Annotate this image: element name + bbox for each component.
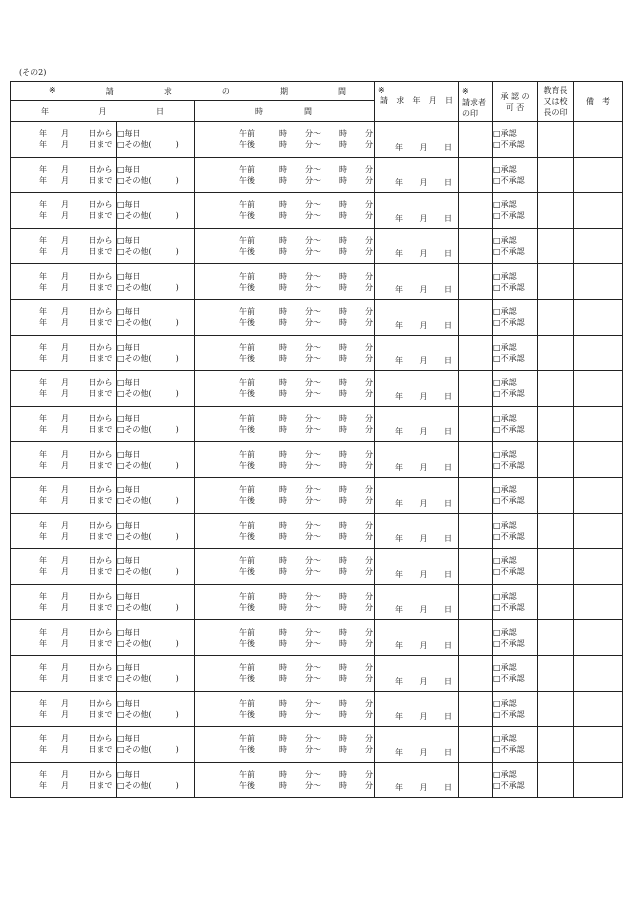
daily-checkbox[interactable]: □毎日	[117, 164, 141, 174]
principal-stamp-cell[interactable]	[538, 193, 574, 229]
frequency-cell	[117, 477, 195, 513]
time-range-cell[interactable]: 午前 時 分〜 時 分 午後 時 分〜 時 分	[195, 442, 375, 478]
request-date-cell[interactable]: 年 月 日	[375, 406, 459, 442]
request-row	[11, 655, 623, 691]
approve-checkbox[interactable]: □承認	[493, 627, 517, 637]
requester-stamp-cell[interactable]	[459, 727, 493, 763]
approve-checkbox[interactable]: □承認	[493, 556, 517, 566]
daily-checkbox[interactable]: □毎日	[117, 520, 141, 530]
remarks-cell[interactable]	[574, 762, 623, 798]
remarks-cell[interactable]	[574, 335, 623, 371]
principal-stamp-cell[interactable]	[538, 691, 574, 727]
reject-checkbox[interactable]: □不承認	[493, 389, 525, 399]
remarks-cell[interactable]	[574, 406, 623, 442]
approve-checkbox[interactable]: □承認	[493, 164, 517, 174]
other-checkbox[interactable]: □その他( )	[117, 353, 179, 363]
time-range-cell[interactable]: 午前 時 分〜 時 分 午後 時 分〜 時 分	[195, 762, 375, 798]
approval-cell	[493, 584, 538, 620]
frequency-cell	[117, 228, 195, 264]
reject-checkbox[interactable]: □不承認	[493, 709, 525, 719]
frequency-cell	[117, 193, 195, 229]
approval-cell	[493, 549, 538, 585]
time-range-cell[interactable]: 午前 時 分〜 時 分 午後 時 分〜 時 分	[195, 655, 375, 691]
approve-checkbox[interactable]: □承認	[493, 449, 517, 459]
request-date-header: ※ 請 求 年 月 日	[375, 82, 459, 122]
request-row	[11, 727, 623, 763]
date-range-cell[interactable]: 年 月 日から 年 月 日まで	[11, 406, 117, 442]
time-range-cell[interactable]: 午前 時 分〜 時 分 午後 時 分〜 時 分	[195, 477, 375, 513]
requester-stamp-cell[interactable]	[459, 371, 493, 407]
reject-checkbox[interactable]: □不承認	[493, 211, 525, 221]
approval-cell	[493, 442, 538, 478]
request-row	[11, 157, 623, 193]
time-range-cell[interactable]: 午前 時 分〜 時 分 午後 時 分〜 時 分	[195, 727, 375, 763]
reject-checkbox[interactable]: □不承認	[493, 567, 525, 577]
time-range-cell[interactable]: 午前 時 分〜 時 分 午後 時 分〜 時 分	[195, 264, 375, 300]
request-date-cell[interactable]: 年 月 日	[375, 157, 459, 193]
approval-cell	[493, 655, 538, 691]
remarks-cell[interactable]	[574, 620, 623, 656]
approval-cell	[493, 122, 538, 158]
time-range-cell[interactable]: 午前 時 分〜 時 分 午後 時 分〜 時 分	[195, 122, 375, 158]
frequency-cell	[117, 122, 195, 158]
approve-checkbox[interactable]: □承認	[493, 663, 517, 673]
remarks-cell[interactable]	[574, 477, 623, 513]
reject-checkbox[interactable]: □不承認	[493, 674, 525, 684]
principal-stamp-cell[interactable]	[538, 477, 574, 513]
requester-stamp-header: ※ 請求者 の印	[459, 82, 493, 122]
frequency-cell	[117, 620, 195, 656]
principal-stamp-cell[interactable]	[538, 513, 574, 549]
other-checkbox[interactable]: □その他( )	[117, 282, 179, 292]
reject-checkbox[interactable]: □不承認	[493, 318, 525, 328]
reject-checkbox[interactable]: □不承認	[493, 460, 525, 470]
daily-checkbox[interactable]: □毎日	[117, 663, 141, 673]
principal-stamp-cell[interactable]	[538, 157, 574, 193]
approval-cell	[493, 513, 538, 549]
request-date-cell[interactable]: 年 月 日	[375, 477, 459, 513]
reject-checkbox[interactable]: □不承認	[493, 496, 525, 506]
request-date-cell[interactable]: 年 月 日	[375, 513, 459, 549]
remarks-cell[interactable]	[574, 655, 623, 691]
remarks-header: 備 考	[574, 82, 623, 122]
time-range-cell[interactable]: 午前 時 分〜 時 分 午後 時 分〜 時 分	[195, 157, 375, 193]
approval-cell	[493, 727, 538, 763]
remarks-cell[interactable]	[574, 549, 623, 585]
other-checkbox[interactable]: □その他( )	[117, 211, 179, 221]
approve-checkbox[interactable]: □承認	[493, 485, 517, 495]
time-range-cell[interactable]: 午前 時 分〜 時 分 午後 時 分〜 時 分	[195, 228, 375, 264]
requester-stamp-cell[interactable]	[459, 406, 493, 442]
page-label: (その2)	[19, 68, 47, 77]
approve-checkbox[interactable]: □承認	[493, 592, 517, 602]
request-date-cell[interactable]: 年 月 日	[375, 371, 459, 407]
daily-checkbox[interactable]: □毎日	[117, 129, 141, 139]
time-column-header: 時 間	[195, 101, 375, 122]
date-column-header: 年 月 日	[11, 101, 195, 122]
reject-checkbox[interactable]: □不承認	[493, 638, 525, 648]
date-range-cell[interactable]: 年 月 日から 年 月 日まで	[11, 477, 117, 513]
approval-cell	[493, 371, 538, 407]
principal-stamp-cell[interactable]	[538, 264, 574, 300]
daily-checkbox[interactable]: □毎日	[117, 236, 141, 246]
request-row	[11, 406, 623, 442]
remarks-cell[interactable]	[574, 513, 623, 549]
frequency-cell	[117, 442, 195, 478]
requester-stamp-cell[interactable]	[459, 549, 493, 585]
approve-checkbox[interactable]: □承認	[493, 520, 517, 530]
other-checkbox[interactable]: □その他( )	[117, 140, 179, 150]
frequency-cell	[117, 264, 195, 300]
principal-stamp-cell[interactable]	[538, 762, 574, 798]
reject-checkbox[interactable]: □不承認	[493, 247, 525, 257]
principal-stamp-cell[interactable]	[538, 406, 574, 442]
remarks-cell[interactable]	[574, 371, 623, 407]
date-range-cell[interactable]: 年 月 日から 年 月 日まで	[11, 727, 117, 763]
time-range-cell[interactable]: 午前 時 分〜 時 分 午後 時 分〜 時 分	[195, 549, 375, 585]
frequency-cell	[117, 727, 195, 763]
date-range-cell[interactable]: 年 月 日から 年 月 日まで	[11, 299, 117, 335]
request-date-cell[interactable]: 年 月 日	[375, 691, 459, 727]
request-row	[11, 549, 623, 585]
time-range-cell[interactable]: 午前 時 分〜 時 分 午後 時 分〜 時 分	[195, 406, 375, 442]
other-checkbox[interactable]: □その他( )	[117, 389, 179, 399]
principal-stamp-cell[interactable]	[538, 299, 574, 335]
requester-stamp-cell[interactable]	[459, 442, 493, 478]
remarks-cell[interactable]	[574, 691, 623, 727]
approval-cell	[493, 335, 538, 371]
reject-checkbox[interactable]: □不承認	[493, 282, 525, 292]
requester-stamp-cell[interactable]	[459, 157, 493, 193]
request-date-cell[interactable]: 年 月 日	[375, 620, 459, 656]
other-checkbox[interactable]: □その他( )	[117, 638, 179, 648]
approval-cell	[493, 620, 538, 656]
approval-cell	[493, 193, 538, 229]
frequency-cell	[117, 335, 195, 371]
other-checkbox[interactable]: □その他( )	[117, 780, 179, 790]
requester-stamp-cell[interactable]	[459, 264, 493, 300]
requester-stamp-cell[interactable]	[459, 762, 493, 798]
approval-cell	[493, 477, 538, 513]
daily-checkbox[interactable]: □毎日	[117, 378, 141, 388]
request-date-cell[interactable]: 年 月 日	[375, 122, 459, 158]
requester-stamp-cell[interactable]	[459, 691, 493, 727]
daily-checkbox[interactable]: □毎日	[117, 556, 141, 566]
daily-checkbox[interactable]: □毎日	[117, 627, 141, 637]
request-date-cell[interactable]: 年 月 日	[375, 549, 459, 585]
daily-checkbox[interactable]: □毎日	[117, 307, 141, 317]
daily-checkbox[interactable]: □毎日	[117, 769, 141, 779]
request-row	[11, 691, 623, 727]
reject-checkbox[interactable]: □不承認	[493, 425, 525, 435]
remarks-cell[interactable]	[574, 228, 623, 264]
request-date-cell[interactable]: 年 月 日	[375, 264, 459, 300]
other-checkbox[interactable]: □その他( )	[117, 745, 179, 755]
approval-cell	[493, 762, 538, 798]
time-range-cell[interactable]: 午前 時 分〜 時 分 午後 時 分〜 時 分	[195, 620, 375, 656]
requester-stamp-cell[interactable]	[459, 513, 493, 549]
request-date-cell[interactable]: 年 月 日	[375, 727, 459, 763]
other-checkbox[interactable]: □その他( )	[117, 247, 179, 257]
reject-checkbox[interactable]: □不承認	[493, 780, 525, 790]
requester-stamp-cell[interactable]	[459, 335, 493, 371]
other-checkbox[interactable]: □その他( )	[117, 709, 179, 719]
frequency-cell	[117, 371, 195, 407]
request-date-cell[interactable]: 年 月 日	[375, 335, 459, 371]
date-range-cell[interactable]: 年 月 日から 年 月 日まで	[11, 442, 117, 478]
request-form-table	[10, 81, 623, 798]
other-checkbox[interactable]: □その他( )	[117, 425, 179, 435]
remarks-cell[interactable]	[574, 299, 623, 335]
reject-checkbox[interactable]: □不承認	[493, 531, 525, 541]
requester-stamp-cell[interactable]	[459, 228, 493, 264]
requester-stamp-cell[interactable]	[459, 477, 493, 513]
frequency-cell	[117, 691, 195, 727]
frequency-cell	[117, 762, 195, 798]
time-range-cell[interactable]: 午前 時 分〜 時 分 午後 時 分〜 時 分	[195, 193, 375, 229]
request-row	[11, 264, 623, 300]
requester-stamp-cell[interactable]	[459, 122, 493, 158]
time-range-cell[interactable]: 午前 時 分〜 時 分 午後 時 分〜 時 分	[195, 584, 375, 620]
principal-stamp-cell[interactable]	[538, 727, 574, 763]
other-checkbox[interactable]: □その他( )	[117, 531, 179, 541]
requester-stamp-cell[interactable]	[459, 655, 493, 691]
request-date-cell[interactable]: 年 月 日	[375, 584, 459, 620]
approval-cell	[493, 157, 538, 193]
date-range-cell[interactable]: 年 月 日から 年 月 日まで	[11, 655, 117, 691]
remarks-cell[interactable]	[574, 122, 623, 158]
other-checkbox[interactable]: □その他( )	[117, 175, 179, 185]
approval-cell	[493, 264, 538, 300]
other-checkbox[interactable]: □その他( )	[117, 567, 179, 577]
principal-stamp-cell[interactable]	[538, 335, 574, 371]
reject-checkbox[interactable]: □不承認	[493, 140, 525, 150]
principal-stamp-header: 教育長 又は校 長の印	[538, 82, 574, 122]
request-period-header: ※ 請 求 の 期 間	[11, 82, 375, 101]
remarks-cell[interactable]	[574, 727, 623, 763]
header-mark: ※	[49, 85, 56, 95]
request-row	[11, 620, 623, 656]
approve-checkbox[interactable]: □承認	[493, 698, 517, 708]
approve-checkbox[interactable]: □承認	[493, 129, 517, 139]
approve-checkbox[interactable]: □承認	[493, 200, 517, 210]
principal-stamp-cell[interactable]	[538, 655, 574, 691]
other-checkbox[interactable]: □その他( )	[117, 603, 179, 613]
request-row	[11, 584, 623, 620]
reject-checkbox[interactable]: □不承認	[493, 745, 525, 755]
approve-checkbox[interactable]: □承認	[493, 342, 517, 352]
remarks-cell[interactable]	[574, 157, 623, 193]
approval-cell	[493, 406, 538, 442]
request-date-cell[interactable]: 年 月 日	[375, 655, 459, 691]
date-range-cell[interactable]: 年 月 日から 年 月 日まで	[11, 122, 117, 158]
reject-checkbox[interactable]: □不承認	[493, 603, 525, 613]
daily-checkbox[interactable]: □毎日	[117, 485, 141, 495]
request-date-cell[interactable]: 年 月 日	[375, 762, 459, 798]
date-range-cell[interactable]: 年 月 日から 年 月 日まで	[11, 549, 117, 585]
daily-checkbox[interactable]: □毎日	[117, 200, 141, 210]
requester-stamp-cell[interactable]	[459, 620, 493, 656]
principal-stamp-cell[interactable]	[538, 442, 574, 478]
date-range-cell[interactable]: 年 月 日から 年 月 日まで	[11, 335, 117, 371]
date-range-cell[interactable]: 年 月 日から 年 月 日まで	[11, 513, 117, 549]
daily-checkbox[interactable]: □毎日	[117, 698, 141, 708]
request-rows	[11, 122, 623, 798]
request-row	[11, 193, 623, 229]
other-checkbox[interactable]: □その他( )	[117, 496, 179, 506]
request-row	[11, 513, 623, 549]
frequency-cell	[117, 584, 195, 620]
request-date-cell[interactable]: 年 月 日	[375, 193, 459, 229]
daily-checkbox[interactable]: □毎日	[117, 342, 141, 352]
request-row	[11, 228, 623, 264]
daily-checkbox[interactable]: □毎日	[117, 271, 141, 281]
date-range-cell[interactable]: 年 月 日から 年 月 日まで	[11, 691, 117, 727]
reject-checkbox[interactable]: □不承認	[493, 353, 525, 363]
daily-checkbox[interactable]: □毎日	[117, 414, 141, 424]
request-date-cell[interactable]: 年 月 日	[375, 299, 459, 335]
request-row	[11, 335, 623, 371]
approve-checkbox[interactable]: □承認	[493, 414, 517, 424]
date-range-cell[interactable]: 年 月 日から 年 月 日まで	[11, 584, 117, 620]
approve-checkbox[interactable]: □承認	[493, 236, 517, 246]
request-row	[11, 762, 623, 798]
frequency-cell	[117, 299, 195, 335]
approval-cell	[493, 228, 538, 264]
reject-checkbox[interactable]: □不承認	[493, 175, 525, 185]
frequency-cell	[117, 513, 195, 549]
request-date-cell[interactable]: 年 月 日	[375, 228, 459, 264]
date-range-cell[interactable]: 年 月 日から 年 月 日まで	[11, 762, 117, 798]
other-checkbox[interactable]: □その他( )	[117, 318, 179, 328]
request-row	[11, 477, 623, 513]
approval-cell	[493, 299, 538, 335]
date-range-cell[interactable]: 年 月 日から 年 月 日まで	[11, 228, 117, 264]
request-date-cell[interactable]: 年 月 日	[375, 442, 459, 478]
approval-cell	[493, 691, 538, 727]
frequency-cell	[117, 406, 195, 442]
principal-stamp-cell[interactable]	[538, 584, 574, 620]
requester-stamp-cell[interactable]	[459, 584, 493, 620]
requester-stamp-cell[interactable]	[459, 193, 493, 229]
approve-checkbox[interactable]: □承認	[493, 734, 517, 744]
remarks-cell[interactable]	[574, 264, 623, 300]
request-row	[11, 371, 623, 407]
approve-checkbox[interactable]: □承認	[493, 307, 517, 317]
daily-checkbox[interactable]: □毎日	[117, 592, 141, 602]
date-range-cell[interactable]: 年 月 日から 年 月 日まで	[11, 157, 117, 193]
request-row	[11, 122, 623, 158]
remarks-cell[interactable]	[574, 584, 623, 620]
daily-checkbox[interactable]: □毎日	[117, 734, 141, 744]
principal-stamp-cell[interactable]	[538, 122, 574, 158]
approve-checkbox[interactable]: □承認	[493, 769, 517, 779]
remarks-cell[interactable]	[574, 193, 623, 229]
other-checkbox[interactable]: □その他( )	[117, 460, 179, 470]
time-range-cell[interactable]: 午前 時 分〜 時 分 午後 時 分〜 時 分	[195, 513, 375, 549]
date-range-cell[interactable]: 年 月 日から 年 月 日まで	[11, 264, 117, 300]
request-row	[11, 442, 623, 478]
date-range-cell[interactable]: 年 月 日から 年 月 日まで	[11, 620, 117, 656]
principal-stamp-cell[interactable]	[538, 371, 574, 407]
other-checkbox[interactable]: □その他( )	[117, 674, 179, 684]
requester-stamp-cell[interactable]	[459, 299, 493, 335]
approval-header: 承 認 の 可 否	[493, 82, 538, 122]
principal-stamp-cell[interactable]	[538, 620, 574, 656]
frequency-cell	[117, 157, 195, 193]
principal-stamp-cell[interactable]	[538, 228, 574, 264]
time-range-cell[interactable]: 午前 時 分〜 時 分 午後 時 分〜 時 分	[195, 299, 375, 335]
frequency-cell	[117, 655, 195, 691]
principal-stamp-cell[interactable]	[538, 549, 574, 585]
date-range-cell[interactable]: 年 月 日から 年 月 日まで	[11, 193, 117, 229]
time-range-cell[interactable]: 午前 時 分〜 時 分 午後 時 分〜 時 分	[195, 371, 375, 407]
date-range-cell[interactable]: 年 月 日から 年 月 日まで	[11, 371, 117, 407]
approve-checkbox[interactable]: □承認	[493, 378, 517, 388]
remarks-cell[interactable]	[574, 442, 623, 478]
frequency-cell	[117, 549, 195, 585]
request-row	[11, 299, 623, 335]
time-range-cell[interactable]: 午前 時 分〜 時 分 午後 時 分〜 時 分	[195, 335, 375, 371]
daily-checkbox[interactable]: □毎日	[117, 449, 141, 459]
approve-checkbox[interactable]: □承認	[493, 271, 517, 281]
time-range-cell[interactable]: 午前 時 分〜 時 分 午後 時 分〜 時 分	[195, 691, 375, 727]
